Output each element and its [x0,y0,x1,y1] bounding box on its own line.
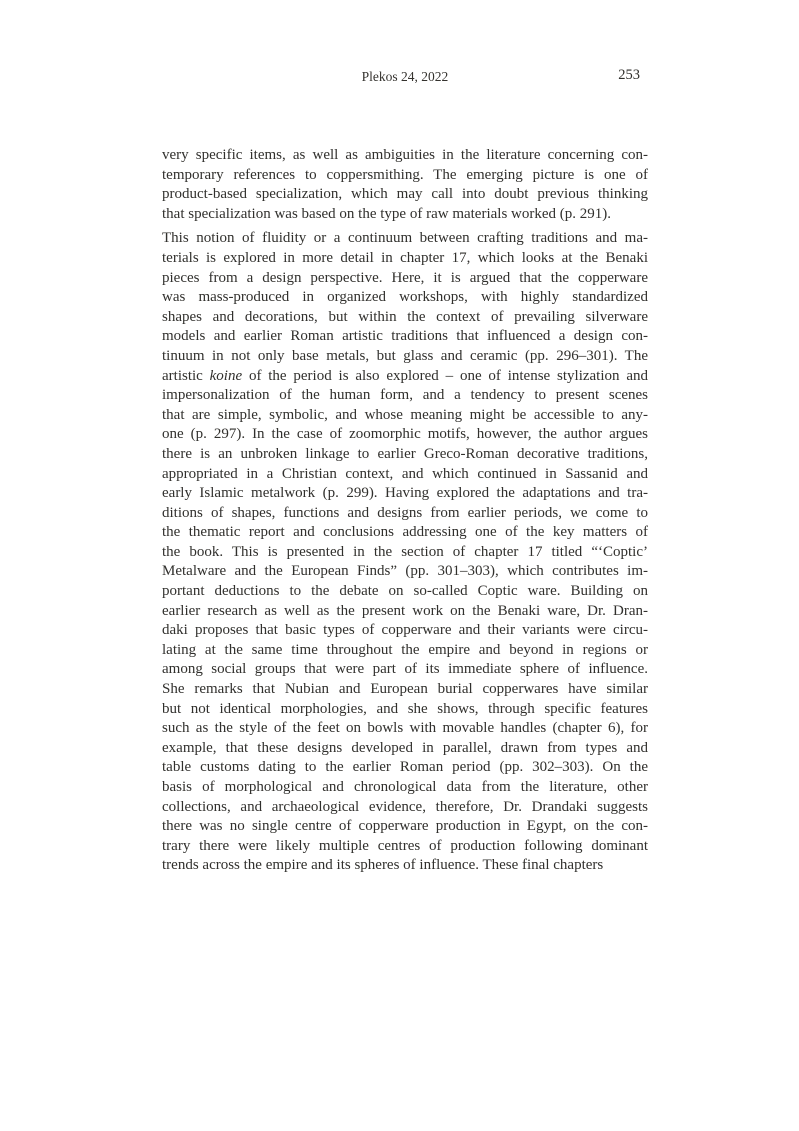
text-line: tinuum in not only base metals, but glass and ceramic (pp. 296–301). The [162,347,648,364]
text-line: models and earlier Roman artistic traditions that influenced a design con- [162,328,648,345]
text-line: terials is explored in more detail in chapter 17, which looks at the Benaki [162,249,648,266]
text-line: there is an unbroken linkage to earlier Greco-Roman decorative traditions, [162,445,648,462]
paragraph [162,146,648,224]
text-line: appropriated in a Christian context, and which continued in Sassanid and [162,465,648,482]
paragraph [162,229,648,876]
text-line: earlier research as well as the present work on the Benaki ware, Dr. Dran- [162,602,648,619]
text-line: lating at the same time throughout the empire and beyond in regions or [162,641,648,658]
text-line: pieces from a design perspective. Here, it is argued that the copperware [162,269,648,286]
text-line: Metalware and the European Finds” (pp. 301–303), which contributes im- [162,563,648,580]
text-line: portant deductions to the debate on so-called Coptic ware. Building on [162,583,648,600]
text-line: artistic koine of the period is also explored – one of intense stylization and [162,367,648,384]
text-line: was mass-produced in organized workshops, with highly standardized [162,289,648,306]
text-line: trary there were likely multiple centres of production following dominant [162,837,648,854]
text-line: early Islamic metalwork (p. 299). Having explored the adaptations and tra- [162,485,648,502]
text-line: among social groups that were part of its immediate sphere of influence. [162,661,648,678]
text-line: example, that these designs developed in parallel, drawn from types and [162,739,648,756]
text-line: table customs dating to the earlier Roman period (pp. 302–303). On the [162,759,648,776]
text-line: shapes and decorations, but within the context of prevailing silverware [162,308,648,325]
text-line: that are simple, symbolic, and whose meaning might be accessible to any- [162,406,648,423]
text-line: She remarks that Nubian and European burial copperwares have similar [162,681,648,698]
text-line: trends across the empire and its spheres of influence. These final chapters [162,857,604,874]
text-line: collections, and archaeological evidence, therefore, Dr. Drandaki suggests [162,798,648,815]
text-line: one (p. 297). In the case of zoomorphic motifs, however, the author argues [162,426,648,443]
text-line: This notion of fluidity or a continuum between crafting traditions and ma- [162,230,648,247]
text-line: the thematic report and conclusions addressing one of the key matters of [162,524,648,541]
text-line: product-based specialization, which may call into doubt previous thinking [162,186,648,203]
journal-title: Plekos 24, 2022 [361,69,449,84]
text-line: the book. This is presented in the section of chapter 17 titled “‘Coptic’ [162,543,648,560]
text-line: ditions of shapes, functions and designs from earlier periods, we come to [162,504,648,521]
page-number: 253 [618,67,640,83]
text-line: that specialization was based on the type of raw materials worked (p. 291). [162,205,612,222]
text-line: impersonalization of the human form, and a tendency to present scenes [162,387,648,404]
text-line: there was no single centre of copperware production in Egypt, on the con- [162,818,648,835]
review-body [162,146,648,876]
text-line: such as the style of the feet on bowls with movable handles (chapter 6), for [162,720,648,737]
text-line: basis of morphological and chronological data from the literature, other [162,779,648,795]
running-header [162,67,648,88]
text-line: but not identical morphologies, and she shows, through specific features [162,700,648,717]
text-line: temporary references to coppersmithing. The emerging picture is one of [162,166,648,183]
text-line: very specific items, as well as ambiguities in the literature concerning con- [162,147,648,163]
text-line: daki proposes that basic types of copperware and their variants were circu- [162,622,648,639]
